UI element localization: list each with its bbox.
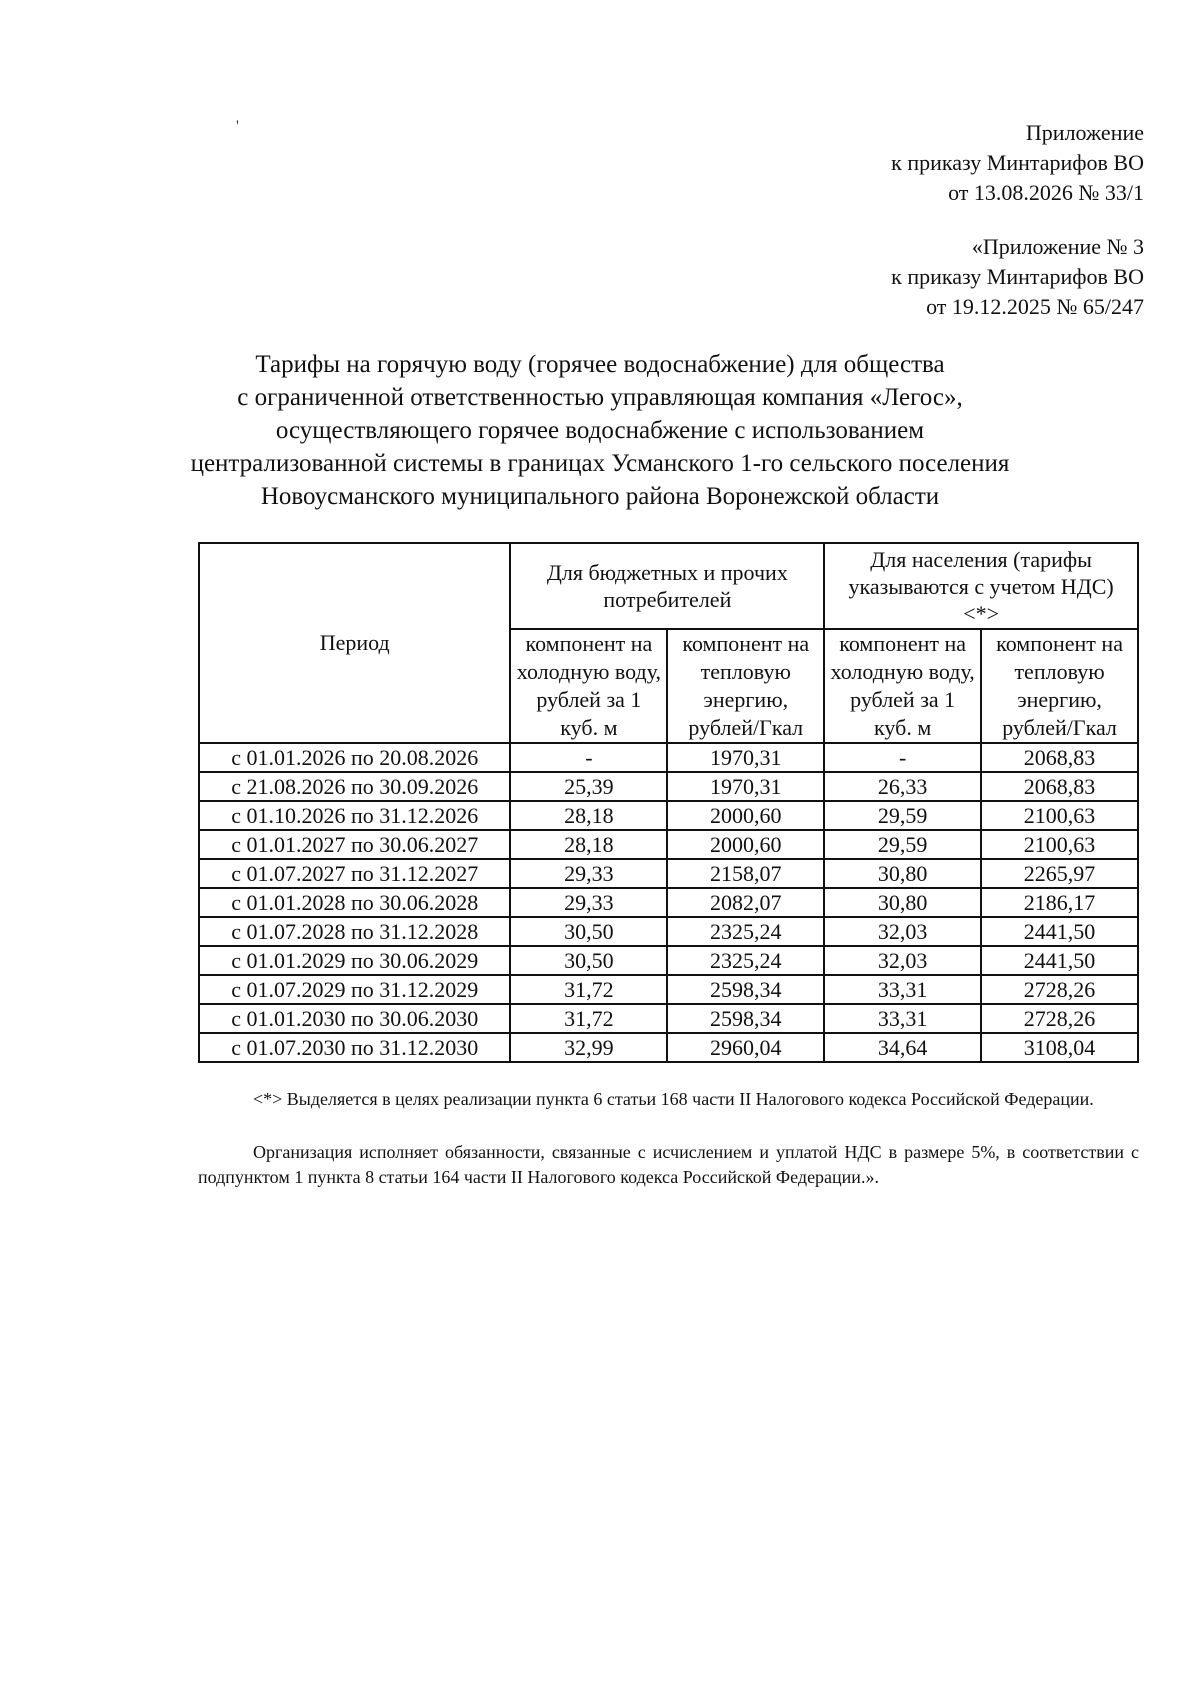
tariffs-table bbox=[198, 542, 1139, 1063]
period-cell: с 01.10.2026 по 31.12.2026 bbox=[199, 801, 510, 830]
period-cell: с 01.01.2028 по 30.06.2028 bbox=[199, 888, 510, 917]
period-cell: с 21.08.2026 по 30.09.2026 bbox=[199, 772, 510, 801]
period-cell: с 01.01.2027 по 30.06.2027 bbox=[199, 830, 510, 859]
footnote-vat: <*> Выделяется в целях реализации пункта 6 статьи 168 части II Налогового кодекса Российской Федерации. bbox=[253, 1089, 1094, 1109]
budget-cold-cell: 32,99 bbox=[510, 1033, 667, 1062]
population-cold-cell: 33,31 bbox=[824, 975, 981, 1004]
population-heat-cell: 2068,83 bbox=[981, 743, 1138, 772]
budget-cold-cell: 29,33 bbox=[510, 888, 667, 917]
population-cold-cell: 32,03 bbox=[824, 946, 981, 975]
population-cold-cell: 29,59 bbox=[824, 830, 981, 859]
population-cold-water-header: компонент на холодную воду, рублей за 1 куб. м bbox=[824, 629, 981, 743]
population-cold-cell: 34,64 bbox=[824, 1033, 981, 1062]
budget-heat-cell: 1970,31 bbox=[667, 772, 824, 801]
budget-cold-cell: 30,50 bbox=[510, 946, 667, 975]
population-heat-cell: 2186,17 bbox=[981, 888, 1138, 917]
table-row bbox=[199, 830, 1138, 859]
budget-heat-cell: 2325,24 bbox=[667, 917, 824, 946]
stray-mark: ' bbox=[236, 118, 239, 135]
budget-cold-cell: 25,39 bbox=[510, 772, 667, 801]
period-cell: с 01.01.2030 по 30.06.2030 bbox=[199, 1004, 510, 1033]
population-heat-cell: 2728,26 bbox=[981, 1004, 1138, 1033]
table-row bbox=[199, 975, 1138, 1004]
population-heat-cell: 2100,63 bbox=[981, 801, 1138, 830]
title-line1: Тарифы на горячую воду (горячее водоснабжение) для общества bbox=[255, 351, 945, 378]
title-line2: с ограниченной ответственностью управляющая компания «Легос», bbox=[237, 384, 963, 411]
population-heat-cell: 2441,50 bbox=[981, 946, 1138, 975]
document-title bbox=[150, 348, 1050, 513]
budget-cold-cell: 28,18 bbox=[510, 830, 667, 859]
budget-cold-cell: 28,18 bbox=[510, 801, 667, 830]
population-cold-cell: - bbox=[824, 743, 981, 772]
budget-cold-cell: - bbox=[510, 743, 667, 772]
population-header: Для населения (тарифы указываются с учетом НДС) <*> bbox=[824, 543, 1138, 629]
population-heat-cell: 2068,83 bbox=[981, 772, 1138, 801]
budget-heat-cell: 2598,34 bbox=[667, 975, 824, 1004]
period-cell: с 01.01.2026 по 20.08.2026 bbox=[199, 743, 510, 772]
appendix-original-line3: от 19.12.2025 № 65/247 bbox=[926, 294, 1144, 319]
appendix-original-line1: «Приложение № 3 bbox=[971, 234, 1144, 259]
appendix-original-header bbox=[891, 232, 1144, 322]
period-cell: с 01.07.2030 по 31.12.2030 bbox=[199, 1033, 510, 1062]
title-line5: Новоусманского муниципального района Воронежской области bbox=[260, 483, 940, 510]
population-cold-cell: 29,59 bbox=[824, 801, 981, 830]
table-row bbox=[199, 1004, 1138, 1033]
table-row bbox=[199, 946, 1138, 975]
budget-heat-cell: 2325,24 bbox=[667, 946, 824, 975]
table-row bbox=[199, 859, 1138, 888]
budget-heat-cell: 2960,04 bbox=[667, 1033, 824, 1062]
budget-cold-cell: 31,72 bbox=[510, 1004, 667, 1033]
footnote-vat-obligations: Организация исполняет обязанности, связанные с исчислением и уплатой НДС в размере 5%, в соответствии с подпунктом 1 пункта 8 статьи 164 части II Налогового кодекса Российской Федерации.». bbox=[198, 1142, 1139, 1187]
population-cold-cell: 26,33 bbox=[824, 772, 981, 801]
budget-heat-cell: 2082,07 bbox=[667, 888, 824, 917]
population-cold-cell: 30,80 bbox=[824, 859, 981, 888]
table-row bbox=[199, 772, 1138, 801]
table-row bbox=[199, 1033, 1138, 1062]
period-header: Период bbox=[199, 543, 510, 743]
budget-cold-cell: 29,33 bbox=[510, 859, 667, 888]
budget-heat-cell: 2000,60 bbox=[667, 801, 824, 830]
population-cold-cell: 32,03 bbox=[824, 917, 981, 946]
budget-heat-cell: 1970,31 bbox=[667, 743, 824, 772]
population-cold-cell: 30,80 bbox=[824, 888, 981, 917]
table-row bbox=[199, 888, 1138, 917]
population-heat-cell: 3108,04 bbox=[981, 1033, 1138, 1062]
population-heat-cell: 2441,50 bbox=[981, 917, 1138, 946]
budget-heat-cell: 2000,60 bbox=[667, 830, 824, 859]
budget-cold-water-header: компонент на холодную воду, рублей за 1 куб. м bbox=[510, 629, 667, 743]
budget-cold-cell: 30,50 bbox=[510, 917, 667, 946]
budget-cold-cell: 31,72 bbox=[510, 975, 667, 1004]
appendix-current-line2: к приказу Минтарифов ВО bbox=[891, 150, 1144, 175]
title-line3: осуществляющего горячее водоснабжение с использованием bbox=[275, 417, 925, 444]
appendix-current-header bbox=[891, 118, 1144, 208]
population-heat-cell: 2728,26 bbox=[981, 975, 1138, 1004]
population-cold-cell: 33,31 bbox=[824, 1004, 981, 1033]
population-heat-energy-header: компонент на тепловую энергию, рублей/Гкал bbox=[981, 629, 1138, 743]
table-row bbox=[199, 917, 1138, 946]
period-cell: с 01.07.2029 по 31.12.2029 bbox=[199, 975, 510, 1004]
period-cell: с 01.07.2027 по 31.12.2027 bbox=[199, 859, 510, 888]
budget-heat-cell: 2158,07 bbox=[667, 859, 824, 888]
appendix-current-line1: Приложение bbox=[1025, 120, 1144, 145]
period-cell: с 01.07.2028 по 31.12.2028 bbox=[199, 917, 510, 946]
appendix-current-line3: от 13.08.2026 № 33/1 bbox=[948, 180, 1144, 205]
budget-consumers-header: Для бюджетных и прочих потребителей bbox=[510, 543, 824, 629]
population-heat-cell: 2265,97 bbox=[981, 859, 1138, 888]
period-cell: с 01.01.2029 по 30.06.2029 bbox=[199, 946, 510, 975]
table-row bbox=[199, 743, 1138, 772]
population-heat-cell: 2100,63 bbox=[981, 830, 1138, 859]
appendix-original-line2: к приказу Минтарифов ВО bbox=[891, 264, 1144, 289]
table-row bbox=[199, 801, 1138, 830]
budget-heat-cell: 2598,34 bbox=[667, 1004, 824, 1033]
title-line4: централизованной системы в границах Усманского 1-го сельского поселения bbox=[190, 450, 1010, 477]
budget-heat-energy-header: компонент на тепловую энергию, рублей/Гкал bbox=[667, 629, 824, 743]
